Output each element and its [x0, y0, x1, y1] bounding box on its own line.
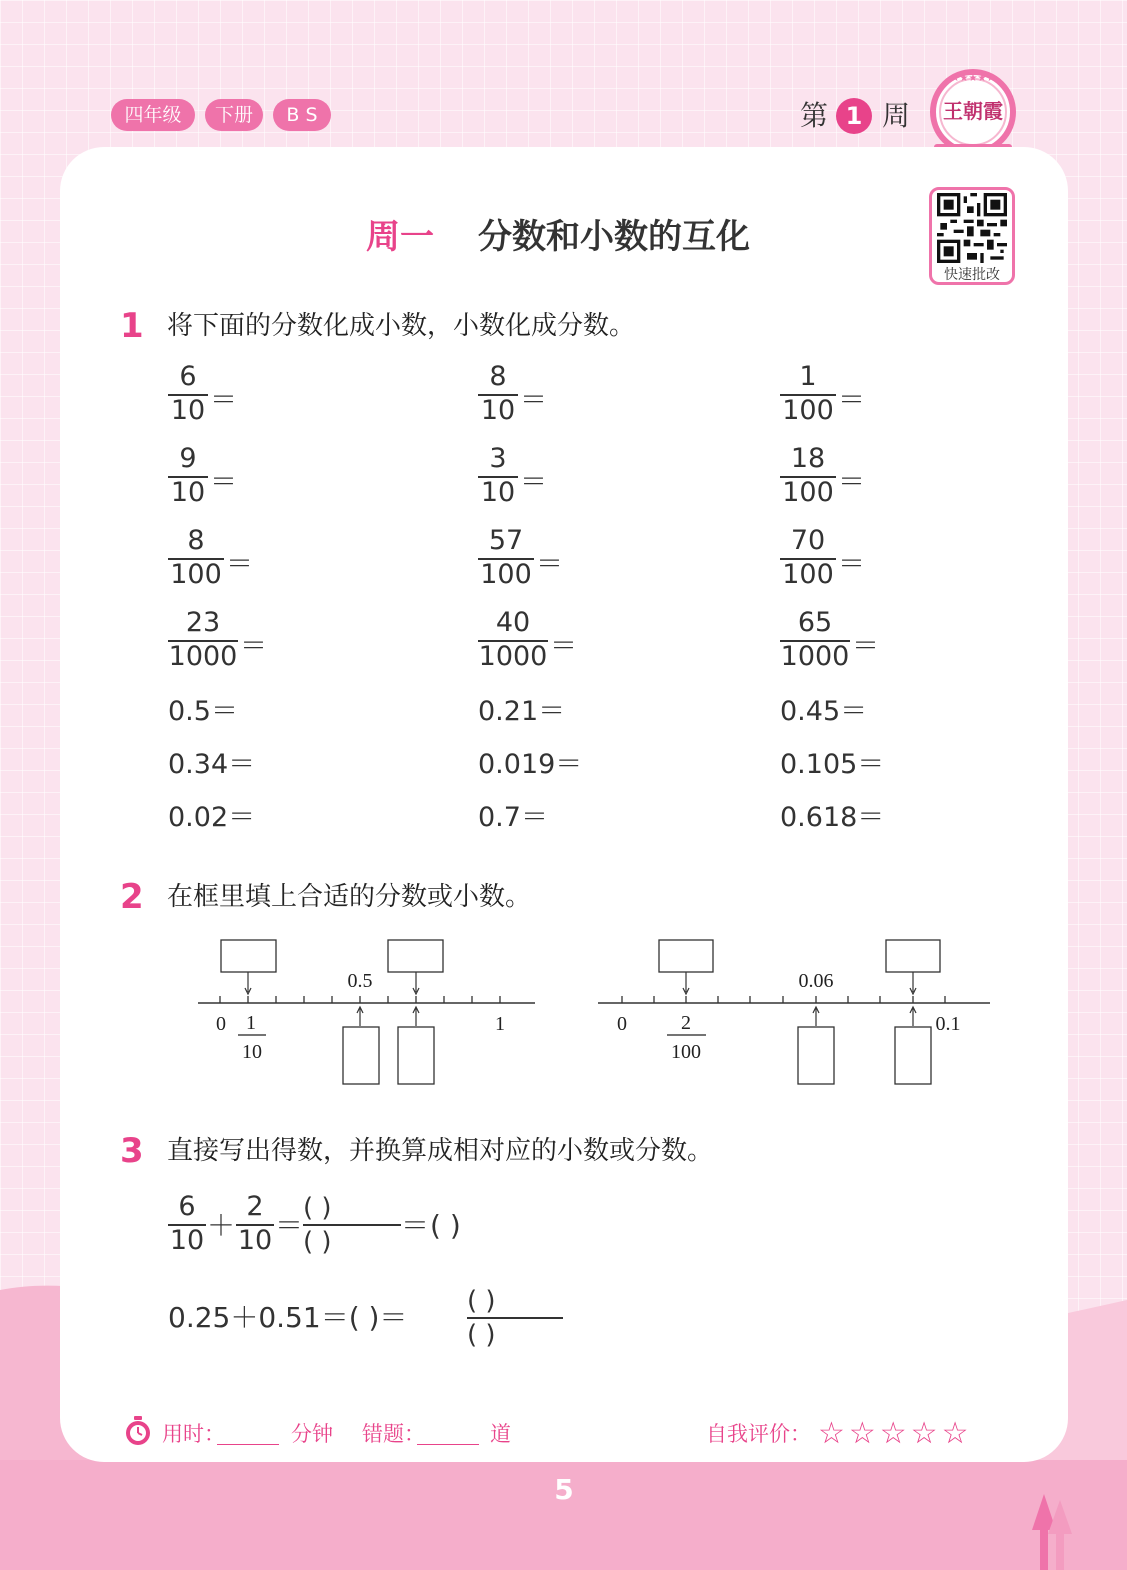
week-prefix: 第	[800, 99, 829, 132]
edition-tag: B S	[273, 99, 331, 131]
q1-fraction-item: 6 10	[168, 362, 208, 428]
time-unit: 分钟	[291, 1422, 333, 1446]
day-title: 周一	[366, 217, 434, 257]
question-2-number: 2	[120, 877, 144, 917]
number-line-label: 0	[617, 1013, 627, 1035]
topic-title: 分数和小数的互化	[478, 217, 750, 257]
self-eval-label: 自我评价：	[706, 1422, 811, 1446]
number-line-label: 0.1	[935, 1013, 961, 1035]
number-line-2	[590, 930, 1000, 1095]
q1-decimal-item: 0.34＝	[168, 749, 256, 780]
equals-sign: ＝	[226, 549, 253, 580]
q3-answer-fraction[interactable]: ( ) ( )	[303, 1192, 401, 1258]
q1-decimal-item: 0.618＝	[780, 802, 885, 833]
answer-box[interactable]	[221, 940, 276, 972]
equals-sign: ＝	[550, 631, 577, 662]
q1-fraction-item: 65 1000	[780, 607, 850, 672]
number-line-label: 1	[495, 1013, 505, 1035]
arrow-decoration-icon	[1026, 1490, 1076, 1570]
answer-box[interactable]	[343, 1027, 379, 1084]
number-line-label: 0.06	[798, 970, 834, 992]
q1-decimal-item: 0.105＝	[780, 749, 885, 780]
time-label: 用时：	[162, 1422, 225, 1446]
q1-fraction-item: 9 10	[168, 444, 208, 510]
q3-expression-2: 0.25＋0.51＝( )＝	[168, 1301, 408, 1334]
number-line-label: 10	[242, 1041, 262, 1063]
errors-label: 错题：	[362, 1422, 425, 1446]
equals-sign: ＝	[838, 549, 865, 580]
q1-decimal-item: 0.5＝	[168, 696, 238, 727]
equals-sign: ＝	[520, 385, 547, 416]
question-2-instruction: 在框里填上合适的分数或小数。	[167, 882, 532, 912]
equals-sign: ＝	[240, 631, 267, 662]
week-number-badge: 1	[836, 98, 872, 134]
time-blank[interactable]	[217, 1444, 279, 1445]
question-3-number: 3	[120, 1131, 144, 1171]
q3-fraction-b: 2 10	[237, 1191, 273, 1256]
equals-sign: ＝	[838, 467, 865, 498]
errors-unit: 道	[490, 1422, 511, 1446]
q1-fraction-item: 8 10	[478, 362, 518, 428]
q1-decimal-item: 0.45＝	[780, 696, 868, 727]
stopwatch-icon	[124, 1416, 152, 1446]
q3-answer-fraction-2[interactable]: ( ) ( )	[467, 1285, 563, 1351]
answer-box[interactable]	[798, 1027, 834, 1084]
week-suffix: 周	[882, 99, 911, 132]
answer-box[interactable]	[388, 940, 443, 972]
answer-box[interactable]	[659, 940, 713, 972]
equals-sign: ＝	[852, 631, 879, 662]
q1-decimal-item: 0.02＝	[168, 802, 256, 833]
volume-tag: 下册	[205, 99, 263, 131]
qr-code-icon[interactable]	[937, 193, 1007, 263]
number-line-1	[190, 930, 550, 1095]
answer-box[interactable]	[886, 940, 940, 972]
errors-blank[interactable]	[417, 1444, 479, 1445]
number-line-label: 0	[216, 1013, 226, 1035]
equals-sign: ＝	[210, 385, 237, 416]
number-line-label: 100	[671, 1041, 701, 1063]
svg-text:★★★★★: ★★★★★	[950, 73, 996, 84]
svg-text:王朝霞: 王朝霞	[943, 99, 1003, 123]
q1-fraction-item: 18 100	[780, 444, 836, 510]
q3-fraction-a: 6 10	[169, 1191, 205, 1256]
qr-label: 快速批改	[944, 267, 1000, 283]
question-1-number: 1	[120, 306, 144, 346]
q1-fraction-item: 70 100	[780, 526, 836, 592]
question-1-instruction: 将下面的分数化成小数，小数化成分数。	[167, 311, 636, 341]
answer-box[interactable]	[398, 1027, 434, 1084]
q1-fraction-item: 3 10	[478, 444, 518, 510]
q1-fraction-item: 57 100	[478, 526, 534, 592]
q1-fraction-item: 1 100	[780, 362, 836, 428]
q3-answer-decimal[interactable]: ( )	[430, 1209, 461, 1242]
page-number: 5	[554, 1473, 574, 1506]
q1-fraction-item: 8 100	[168, 526, 224, 592]
equals-sign: ＝	[536, 549, 563, 580]
answer-box[interactable]	[895, 1027, 931, 1084]
q1-decimal-item: 0.7＝	[478, 802, 548, 833]
number-line-label: 1	[246, 1012, 256, 1034]
question-3-instruction: 直接写出得数，并换算成相对应的小数或分数。	[167, 1136, 714, 1166]
equals-sign: ＝	[520, 467, 547, 498]
equals-sign: ＝	[401, 1209, 430, 1242]
equals-sign: ＝	[210, 467, 237, 498]
q1-fraction-item: 40 1000	[478, 607, 548, 672]
equals-sign: ＝	[275, 1209, 304, 1242]
number-line-label: 0.5	[347, 970, 373, 992]
plus-sign: ＋	[207, 1209, 236, 1242]
grade-tag: 四年级	[111, 99, 195, 131]
q1-decimal-item: 0.21＝	[478, 696, 566, 727]
q1-decimal-item: 0.019＝	[478, 749, 583, 780]
number-line-label: 2	[681, 1012, 691, 1034]
equals-sign: ＝	[838, 385, 865, 416]
q1-fraction-item: 23 1000	[168, 607, 238, 672]
rating-stars[interactable]: ☆☆☆☆☆	[818, 1416, 973, 1451]
